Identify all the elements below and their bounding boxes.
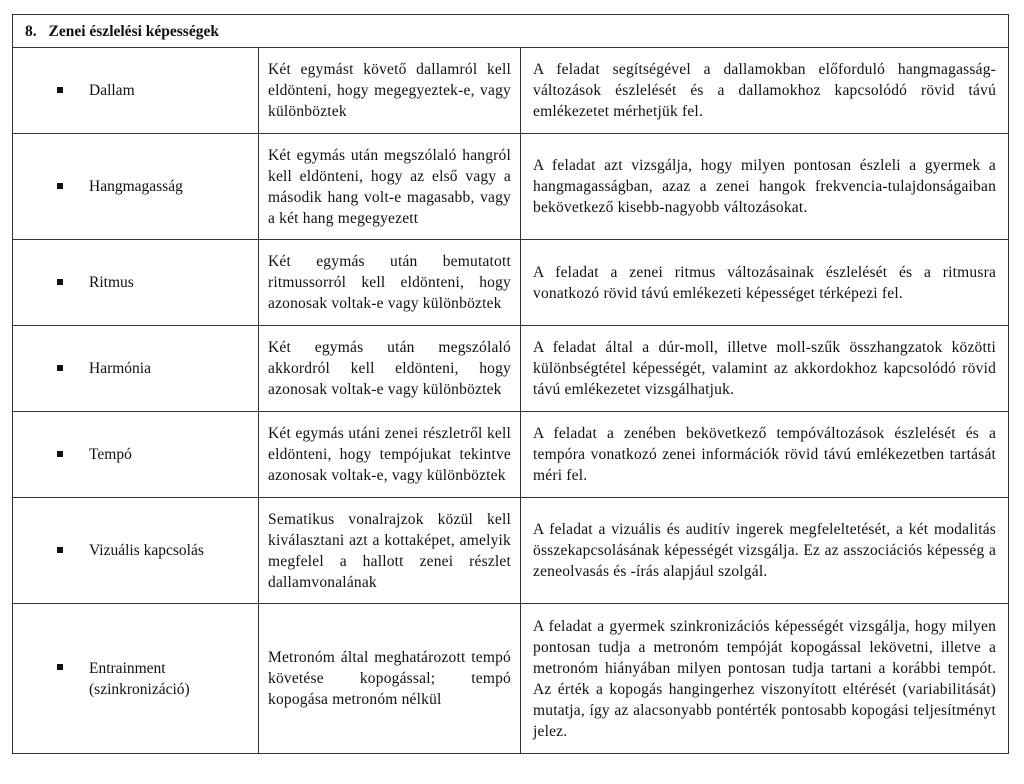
- skill-cell: [13, 412, 259, 498]
- skill-cell: [13, 240, 259, 326]
- table-row: [13, 604, 1009, 754]
- bullet-icon: [57, 279, 63, 285]
- table-row: [13, 498, 1009, 604]
- skill-label: Vizuális kapcsolás: [89, 542, 204, 559]
- section-header-row: [13, 15, 1009, 48]
- table-row: [13, 48, 1009, 134]
- table-row: [13, 240, 1009, 326]
- table-row: [13, 412, 1009, 498]
- section-header: [13, 15, 1009, 48]
- table-row: [13, 326, 1009, 412]
- section-number: 8.: [25, 22, 37, 40]
- table-row: [13, 134, 1009, 240]
- skill-label: Dallam: [89, 82, 135, 99]
- skill-cell: [13, 604, 259, 754]
- task-cell: Metronóm által meghatározott tempó követése kopogással; tempó kopogása metronóm nélkül: [259, 604, 521, 754]
- skill-label-secondary: (szinkronizáció): [89, 680, 190, 698]
- description-cell: A feladat által a dúr-moll, illetve moll-szűk összhangzatok közötti különbségtétel képességét, valamint az akkordokhoz kapcsolódó rövid távú emlékezetet vizsgálhatjuk.: [521, 326, 1009, 412]
- task-cell: Két egymást követő dallamról kell eldönteni, hogy megegyeztek-e, vagy különböztek: [259, 48, 521, 134]
- skill-label: Harmónia: [89, 360, 151, 377]
- description-cell: A feladat a zenei ritmus változásainak észlelését és a ritmusra vonatkozó rövid távú emlékezeti képességet térképezi fel.: [521, 240, 1009, 326]
- description-cell: A feladat azt vizsgálja, hogy milyen pontosan észleli a gyermek a hangmagasságban, azaz a zenei hangok frekvencia-tulajdonságaiban bekövetkező kisebb-nagyobb változásokat.: [521, 134, 1009, 240]
- description-cell: A feladat a gyermek szinkronizációs képességét vizsgálja, hogy milyen pontosan tudja a metronóm tempóját kopogással lekövetni, illetve a metronóm hiányában milyen pontosan tudja tartani a korábbi tempót. Az érték a kopogás hangingerhez viszonyított eltérését (variabilitását) mutatja, így az alacsonyabb pontérték pontosabb kopogási teljesítményt jelez.: [521, 604, 1009, 754]
- skill-label: Ritmus: [89, 274, 134, 291]
- description-cell: A feladat a zenében bekövetkező tempóváltozások észlelését és a tempóra vonatkozó zenei információk rövid távú emlékezetben tartását méri fel.: [521, 412, 1009, 498]
- skill-cell: [13, 134, 259, 240]
- skill-label: Entrainment: [89, 659, 166, 677]
- bullet-icon: [57, 451, 63, 457]
- description-cell: A feladat a vizuális és auditív ingerek megfeleltetését, a két modalitás összekapcsolásának képességét vizsgálja. Ez az asszociációs képesség a zeneolvasás és -írás alapjául szolgál.: [521, 498, 1009, 604]
- skills-table: [12, 14, 1009, 754]
- skill-label: Tempó: [89, 446, 132, 463]
- skill-cell: [13, 498, 259, 604]
- bullet-icon: [57, 365, 63, 371]
- bullet-icon: [57, 664, 63, 670]
- skill-label: Hangmagasság: [89, 178, 183, 195]
- table-wrapper: [12, 14, 1008, 754]
- skill-cell: [13, 326, 259, 412]
- task-cell: Két egymás után megszólaló hangról kell eldönteni, hogy az első vagy a második hang volt-e magasabb, vagy a két hang megegyezett: [259, 134, 521, 240]
- skill-cell: [13, 48, 259, 134]
- task-cell: Sematikus vonalrajzok közül kell kiválasztani azt a kottaképet, amelyik megfelel a hallott zenei részlet dallamvonalának: [259, 498, 521, 604]
- section-title: Zenei észlelési képességek: [48, 22, 219, 40]
- task-cell: Két egymás után megszólaló akkordról kell eldönteni, hogy azonosak voltak-e vagy különböztek: [259, 326, 521, 412]
- bullet-icon: [57, 87, 63, 93]
- bullet-icon: [57, 547, 63, 553]
- bullet-icon: [57, 183, 63, 189]
- task-cell: Két egymás utáni zenei részletről kell eldönteni, hogy tempójukat tekintve azonosak voltak-e, vagy különböztek: [259, 412, 521, 498]
- task-cell: Két egymás után bemutatott ritmussorról kell eldönteni, hogy azonosak voltak-e vagy különböztek: [259, 240, 521, 326]
- description-cell: A feladat segítségével a dallamokban előforduló hangmagasság-változások észlelését és a dallamokhoz kapcsolódó rövid távú emlékezetet mérhetjük fel.: [521, 48, 1009, 134]
